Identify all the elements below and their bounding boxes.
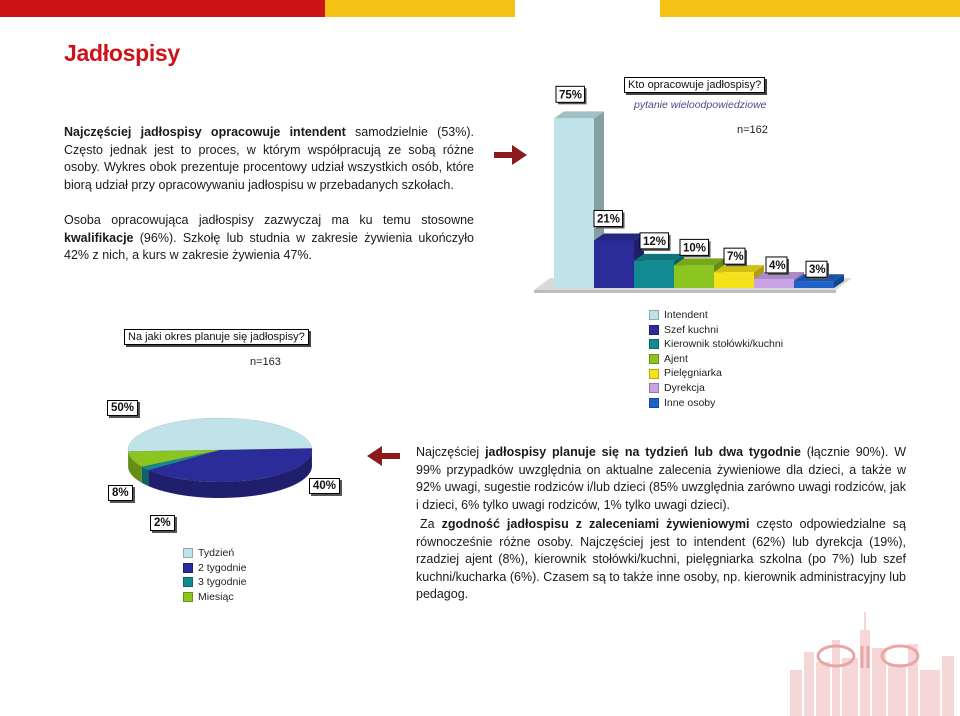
- legend-label: Kierownik stołówki/kuchni: [664, 338, 784, 351]
- bar-legend-item: [649, 396, 783, 411]
- top-bar-yellow: [325, 0, 515, 17]
- legend-swatch: [649, 310, 659, 320]
- legend-swatch: [183, 577, 193, 587]
- legend-label: Ajent: [664, 352, 688, 365]
- bar-chart-subtitle: pytanie wieloodpowiedziowe: [634, 99, 767, 111]
- pie-value-label: 2%: [150, 515, 175, 531]
- right-p1-rest: (łącznie 90%). W 99% przypadków uwzględnia on aktualne zalecenia żywieniowe dla dzieci, a także w 92% uwagi, sugestie rodziców i/lub dzieci (85% uwzględnia zarówno uwagi rodziców, jak i dzieci, 6% tylko uwagi rodziców, 1% tylko uwagi dzieci).: [416, 445, 907, 512]
- intro-paragraph-2: [64, 212, 474, 265]
- bar-chart-floor-front: [534, 290, 836, 293]
- bar-value-label: 7%: [727, 251, 744, 264]
- pie-chart-legend: [183, 546, 246, 604]
- top-bar-red: [0, 0, 325, 17]
- intro-p2-bold: kwalifikacje: [64, 230, 134, 245]
- bar-front: [754, 279, 794, 288]
- bar-legend-item: [649, 308, 783, 323]
- pie-chart: [100, 394, 360, 544]
- legend-label: Inne osoby: [664, 396, 716, 409]
- intro-p1-bold: Najczęściej jadłospisy opracowuje intendent: [64, 125, 346, 139]
- logo-emblem: [780, 600, 960, 716]
- pie-slice-1: [128, 418, 312, 452]
- bar-value-label: 12%: [643, 235, 667, 248]
- right-p2-start: Za: [420, 517, 442, 531]
- legend-label: Szef kuchni: [664, 323, 719, 336]
- intro-p1-rest: samodzielnie (53%). Często jednak jest to proces, w którym współpracują ze sobą różne osoby. Wykres obok prezentuje procentowy udział wszystkich osób, które biorą udział przy opracowywaniu jadłospisu w przebadanych szkołach.: [64, 125, 474, 192]
- bar-value-label: 4%: [769, 259, 786, 272]
- pie-value-label: 8%: [108, 485, 133, 501]
- intro-paragraph-1: [64, 124, 474, 194]
- right-p1-start: Najczęściej: [416, 445, 486, 459]
- legend-swatch: [649, 398, 659, 408]
- page-title: Jadłospisy: [64, 40, 180, 66]
- bar-front: [554, 118, 594, 288]
- legend-swatch: [649, 339, 659, 349]
- right-p2-rest: często odpowiedzialne są równocześnie różne osoby. Najczęściej jest to intendent (62%) lub dyrekcja (19%), rzadziej ajent (8%), kierownik stołówki/kuchni, pielęgniarka szkolna (po 7%) lub szef kuchni/kucharka (6%). Czasem są to także inne osoby, np. kierownik administracyjny lub pedagog.: [416, 517, 907, 601]
- bar-chart-legend: [649, 308, 783, 410]
- pie-legend-item: [183, 546, 246, 561]
- bar-chart-n-label: n=162: [737, 124, 768, 136]
- bar-legend-item: [649, 352, 783, 367]
- bar-front: [714, 272, 754, 288]
- bar-legend-item: [649, 337, 783, 352]
- legend-label: Miesiąc: [198, 590, 234, 603]
- legend-label: 2 tygodnie: [198, 561, 247, 574]
- bar-value-label: 21%: [597, 213, 621, 226]
- legend-swatch: [649, 354, 659, 364]
- legend-swatch: [183, 548, 193, 558]
- bar-value-label: 3%: [809, 264, 826, 277]
- legend-swatch: [649, 369, 659, 379]
- legend-label: Pielęgniarka: [664, 367, 722, 380]
- bar-value-label: 10%: [683, 242, 707, 255]
- pie-chart-n-label: n=163: [250, 356, 281, 368]
- bar-front: [674, 265, 714, 288]
- pie-chart-title: Na jaki okres planuje się jadłospisy?: [124, 329, 309, 345]
- legend-label: Dyrekcja: [664, 381, 705, 394]
- pie-legend-item: [183, 575, 246, 590]
- intro-p2-start: Osoba opracowująca jadłospisy zazwyczaj ma ku temu stosowne: [64, 213, 474, 227]
- right-p1-bold: jadłospisy planuje się na tydzień lub dwa tygodnie: [485, 445, 801, 459]
- legend-label: Tydzień: [198, 547, 235, 559]
- bar-legend-item: [649, 323, 783, 338]
- pie-value-label: 40%: [309, 478, 340, 494]
- legend-swatch: [183, 563, 193, 573]
- top-bar-yellow-right: [660, 0, 960, 17]
- bar-front: [594, 240, 634, 288]
- bar-legend-item: [649, 381, 783, 396]
- bar-chart: [520, 89, 860, 300]
- pie-value-label: 50%: [107, 400, 138, 416]
- legend-label: Intendent: [664, 309, 708, 321]
- pie-legend-item: [183, 561, 246, 576]
- bar-chart-title: Kto opracowuje jadłospisy?: [624, 77, 765, 93]
- legend-swatch: [183, 592, 193, 602]
- right-paragraph-2: [416, 516, 906, 604]
- right-paragraph-1: [416, 444, 906, 514]
- pie-legend-item: [183, 590, 246, 605]
- bar-legend-item: [649, 366, 783, 381]
- bar-value-label: 75%: [559, 89, 583, 102]
- legend-swatch: [649, 325, 659, 335]
- arrow-left-icon: [366, 444, 400, 468]
- legend-label: 3 tygodnie: [198, 576, 247, 589]
- right-p2-bold: zgodność jadłospisu z zaleceniami żywieniowymi: [441, 517, 750, 531]
- legend-swatch: [649, 383, 659, 393]
- intro-p2-rest: (96%). Szkołę lub studnia w zakresie żywienia ukończyło 42% z nich, a kurs w zakresie żywienia 47%.: [64, 230, 474, 262]
- bar-front: [794, 281, 834, 288]
- bar-front: [634, 261, 674, 288]
